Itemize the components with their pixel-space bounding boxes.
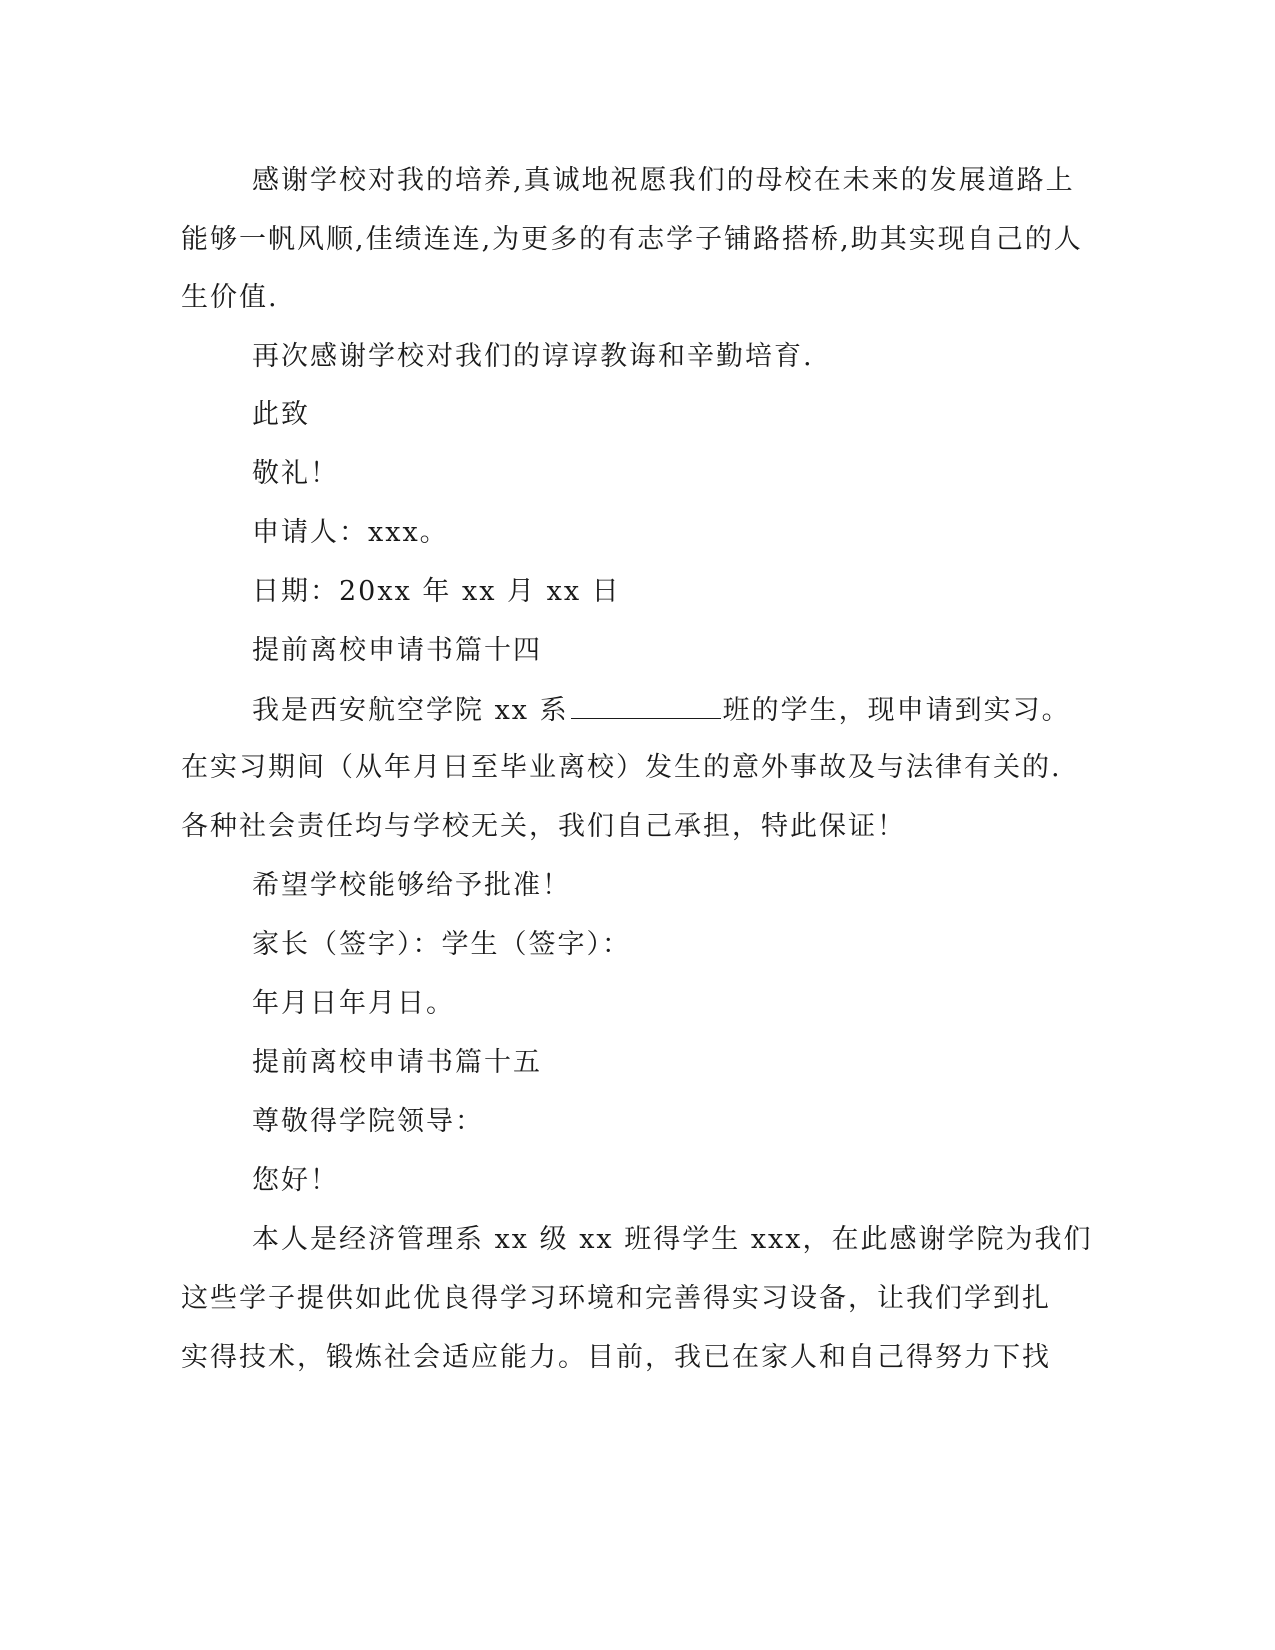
paragraph-line: 本人是经济管理系 xx 级 xx 班得学生 xxx，在此感谢学院为我们 <box>252 1224 1093 1255</box>
signature-line: 家长（签字）：学生（签字）： <box>252 929 631 960</box>
paragraph-line <box>252 692 1071 729</box>
paragraph-line: 再次感谢学校对我们的谆谆教诲和辛勤培育. <box>252 341 814 372</box>
paragraph-line: 这些学子提供如此优良得学习环境和完善得实习设备，让我们学到扎 <box>181 1283 1051 1314</box>
paragraph-line: 希望学校能够给予批准！ <box>252 870 571 901</box>
section-heading: 提前离校申请书篇十五 <box>252 1047 542 1078</box>
fill-in-blank <box>571 692 721 719</box>
signature-date-line: 年月日年月日。 <box>252 988 455 1019</box>
date-line: 日期：20xx 年 xx 月 xx 日 <box>252 576 621 607</box>
paragraph-line: 能够一帆风顺,佳绩连连,为更多的有志学子铺路搭桥,助其实现自己的人 <box>181 224 1083 255</box>
paragraph-line: 各种社会责任均与学校无关，我们自己承担，特此保证！ <box>181 811 906 842</box>
line-text-after-blank: 班的学生，现申请到实习。 <box>722 695 1071 726</box>
applicant-line: 申请人：xxx。 <box>252 517 449 548</box>
closing-salutation: 此致 <box>252 399 310 430</box>
section-heading: 提前离校申请书篇十四 <box>252 635 542 666</box>
greeting-recipient: 尊敬得学院领导： <box>252 1106 484 1137</box>
greeting-line: 您好！ <box>252 1165 339 1196</box>
closing-regards: 敬礼！ <box>252 458 339 489</box>
paragraph-line: 感谢学校对我的培养,真诚地祝愿我们的母校在未来的发展道路上 <box>252 165 1075 196</box>
line-text-before-blank: 我是西安航空学院 xx 系 <box>252 695 569 726</box>
paragraph-line: 生价值. <box>181 282 279 313</box>
paragraph-line: 在实习期间（从年月日至毕业离校）发生的意外事故及与法律有关的. <box>181 752 1062 783</box>
paragraph-line: 实得技术，锻炼社会适应能力。目前，我已在家人和自己得努力下找 <box>181 1342 1051 1373</box>
